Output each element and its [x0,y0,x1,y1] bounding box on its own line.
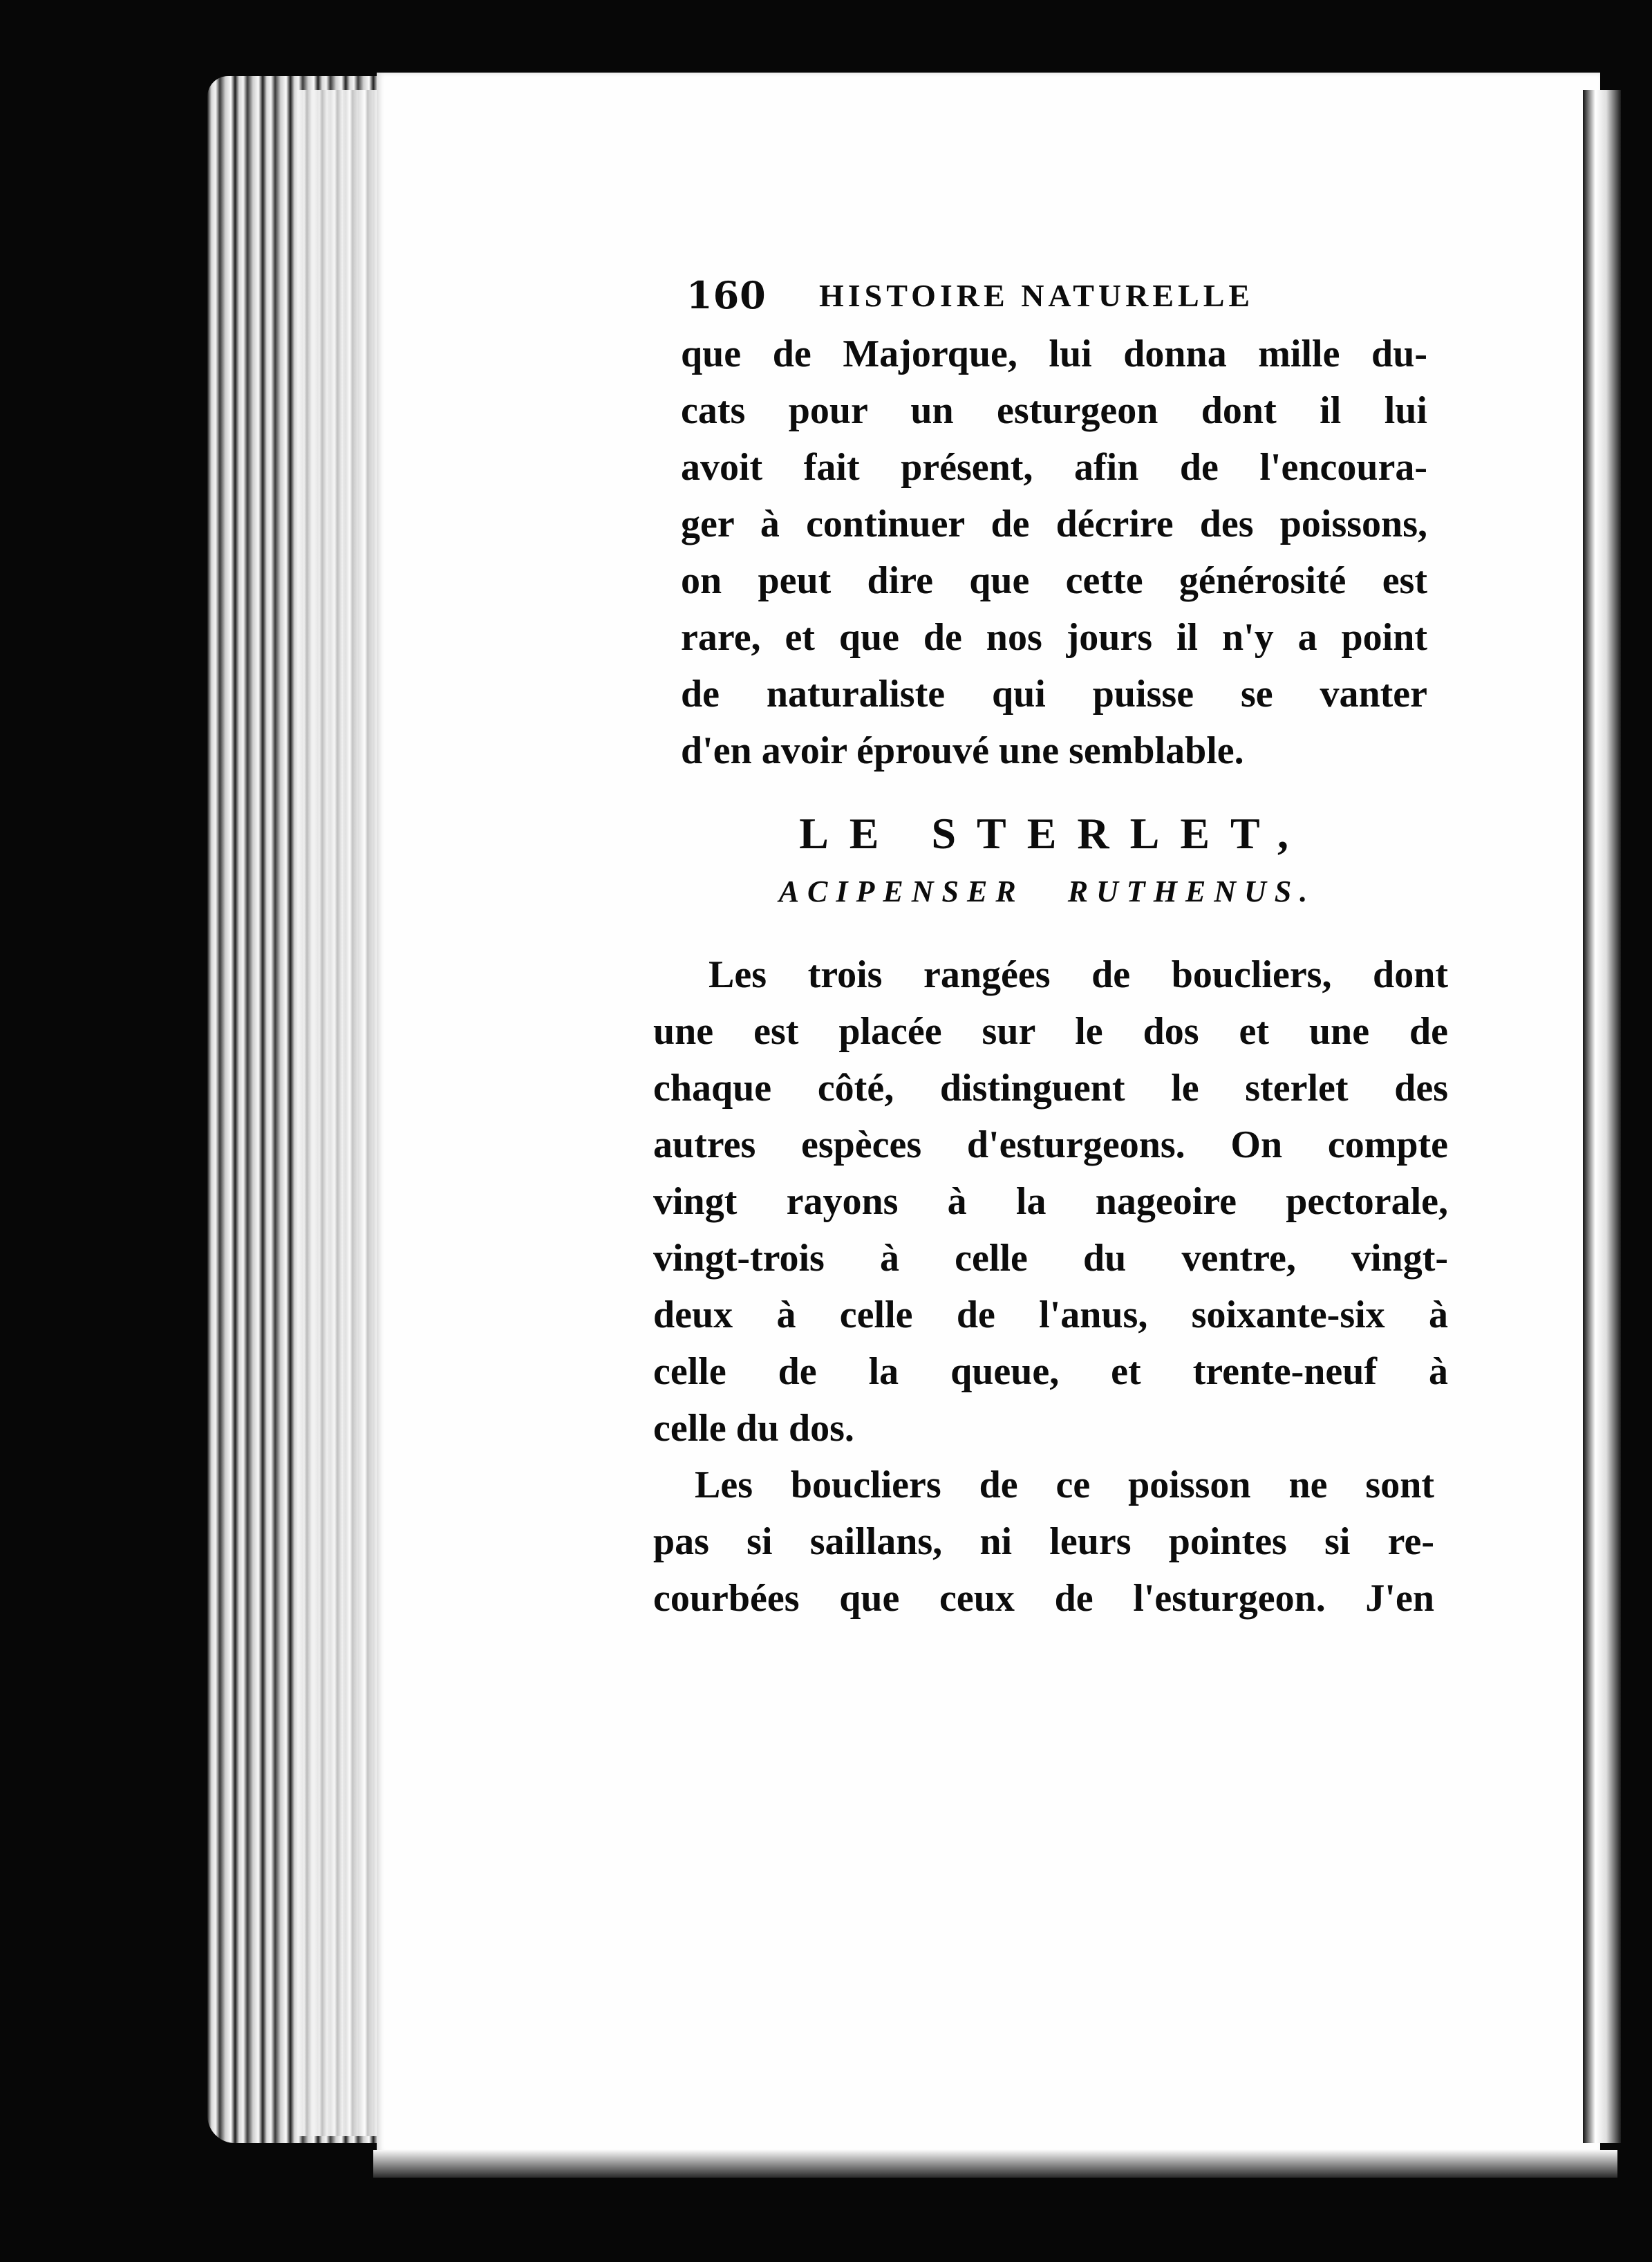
paragraph-1 [681,326,1427,779]
text-line: cats pour un esturgeon dont il lui [681,389,1427,432]
section-title: LE STERLET, [799,809,1309,858]
text-line: celle du dos. [653,1407,854,1450]
running-head-title: HISTOIRE NATURELLE [819,278,1255,313]
text-line: on peut dire que cette générosité est [681,559,1427,602]
section-subtitle: ACIPENSER RUTHENUS. [778,875,1316,908]
text-line: ger à continuer de décrire des poissons, [681,503,1427,545]
book-right-edge [1583,90,1621,2143]
text-block [653,273,1465,1627]
book-bottom-edge [373,2150,1617,2178]
paragraph-3 [653,1457,1434,1627]
text-line: vingt-trois à celle du ventre, vingt- [653,1237,1448,1280]
text-line: autres espèces d'esturgeons. On compte [653,1123,1448,1166]
text-line: chaque côté, distinguent le sterlet des [653,1067,1448,1110]
text-line: courbées que ceux de l'esturgeon. J'en [653,1577,1434,1620]
text-line: celle de la queue, et trente-neuf à [653,1350,1448,1393]
text-line: Les boucliers de ce poisson ne sont [695,1464,1434,1506]
text-line: vingt rayons à la nageoire pectorale, [653,1180,1448,1223]
text-line: une est placée sur le dos et une de [653,1010,1448,1053]
paragraph-2 [653,946,1448,1457]
text-line: Les trois rangées de boucliers, dont [708,953,1448,996]
text-line: de naturaliste qui puisse se vanter [681,673,1427,716]
text-line: avoit fait présent, afin de l'encoura- [681,446,1427,489]
text-line: d'en avoir éprouvé une semblable. [681,729,1244,772]
text-line: deux à celle de l'anus, soixante-six à [653,1293,1448,1336]
page-number: 160 [686,273,767,317]
running-head [653,273,1465,321]
text-line: pas si saillans, ni leurs pointes si re- [653,1520,1434,1563]
text-line: que de Majorque, lui donna mille du- [681,333,1427,375]
text-line: rare, et que de nos jours il n'y a point [681,616,1427,659]
